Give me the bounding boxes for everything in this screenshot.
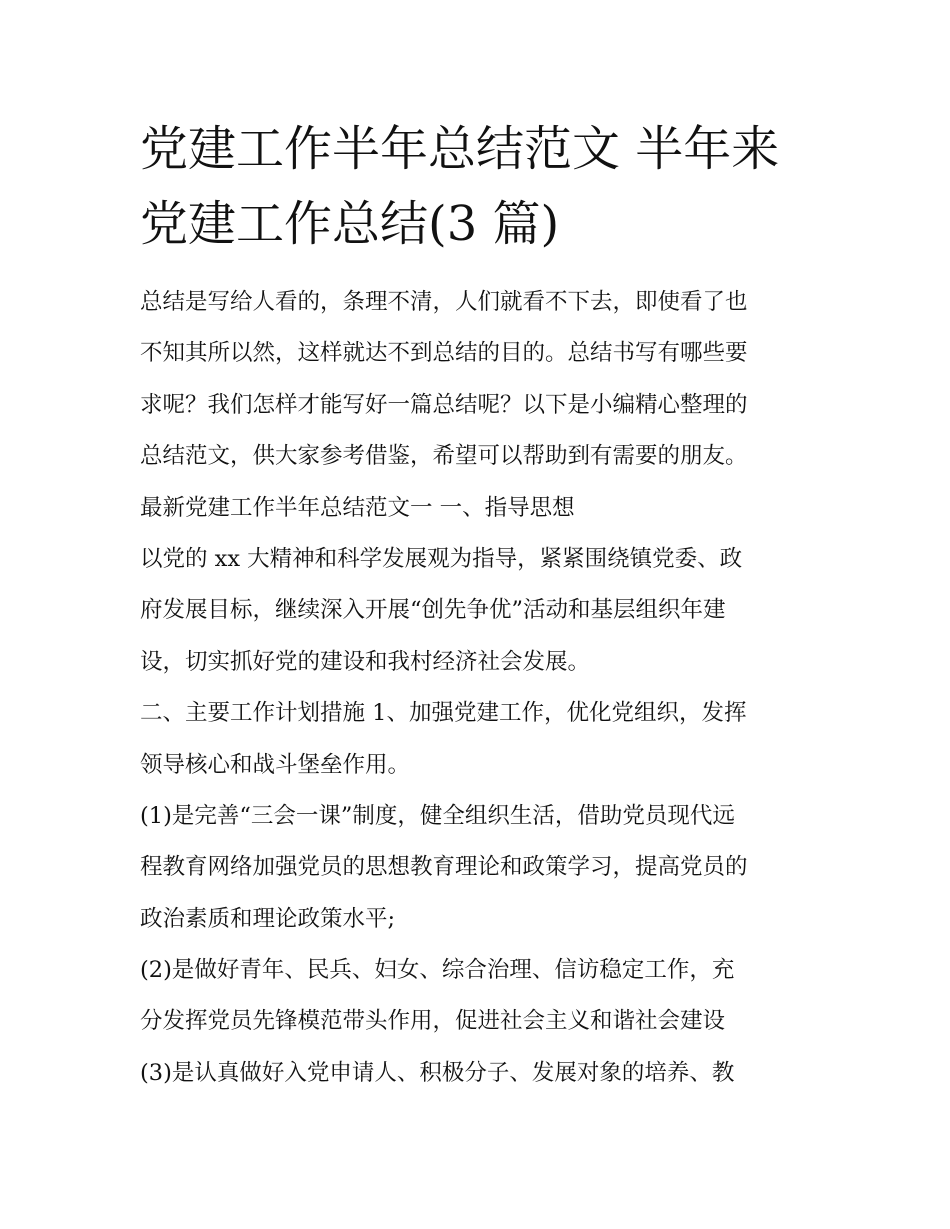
document-body	[140, 277, 820, 1099]
body-line: 总结是写给人看的，条理不清，人们就看不下去，即使看了也	[140, 289, 748, 315]
list-item-line: (3)是认真做好入党申请人、积极分子、发展对象的培养、教	[140, 1059, 735, 1086]
title-line-1: 党建工作半年总结范文 半年来	[140, 121, 780, 177]
body-line: 以党的 xx 大精神和科学发展观为指导，紧紧围绕镇党委、政	[140, 545, 743, 572]
body-line: 不知其所以然，这样就达不到总结的目的。总结书写有哪些要	[140, 340, 748, 367]
body-line: 设，切实抓好党的建设和我村经济社会发展。	[140, 648, 591, 675]
document-title	[140, 112, 840, 262]
list-item-line: (1)是完善“三会一课”制度，健全组织生活，借助党员现代远	[140, 802, 735, 829]
body-line: 程教育网络加强党员的思想教育理论和政策学习，提高党员的	[140, 854, 748, 881]
body-line: 政治素质和理论政策水平;	[140, 905, 396, 932]
body-line: 求呢？我们怎样才能写好一篇总结呢？以下是小编精心整理的	[140, 391, 748, 418]
body-line: 分发挥党员先锋模范带头作用，促进社会主义和谐社会建设	[140, 1008, 726, 1035]
body-line: 总结范文，供大家参考借鉴，希望可以帮助到有需要的朋友。	[140, 443, 748, 470]
title-line-2: 党建工作总结(3 篇)	[140, 196, 560, 252]
section-heading-line: 二、主要工作计划措施 1、加强党建工作，优化党组织，发挥	[140, 700, 747, 727]
list-item-line: (2)是做好青年、民兵、妇女、综合治理、信访稳定工作，充	[140, 957, 735, 984]
body-line: 府发展目标，继续深入开展“创先争优”活动和基层组织年建	[140, 597, 726, 624]
body-line: 领导核心和战斗堡垒作用。	[140, 751, 411, 778]
section-heading-line: 最新党建工作半年总结范文一 一、指导思想	[140, 494, 575, 521]
